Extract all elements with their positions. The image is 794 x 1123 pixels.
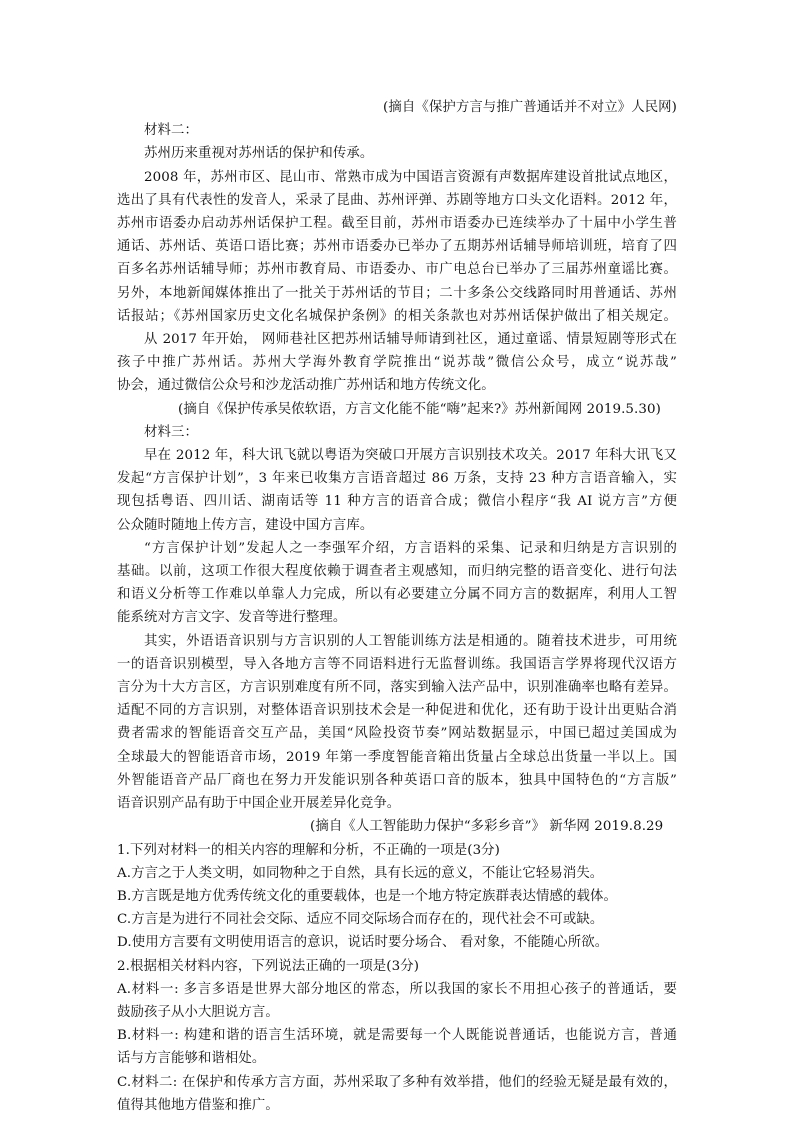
material-3-line: 其实，外语语音识别与方言识别的人工智能训练方法是相通的。随着技术进步，可用统 <box>144 633 677 649</box>
material-2-line: 苏州历来重视对苏州话的保护和传承。 <box>144 146 374 162</box>
material-3-line: 基础。以前，这项工作很大程度依赖于调查者主观感知，而归纳完整的语音变化、进行句法 <box>117 564 677 580</box>
question-2-option-c-cont: 值得其他地方借鉴和推广。 <box>117 1097 279 1113</box>
material-3-line: 发起“方言保护计划”，3 年来已收集方言语音超过 86 万条，支持 23 种方言语音输入，实 <box>117 471 677 487</box>
question-2-option-c: C.材料二: 在保护和传承方言方面，苏州采取了多种有效举措，他们的经验无疑是最有效的， <box>117 1074 677 1090</box>
question-1-option-a: A.方言之于人类文明，如同物种之于自然，具有长远的意义，不能让它轻易消失。 <box>117 865 604 881</box>
question-2-option-a: A.材料一: 多言多语是世界大部分地区的常态，所以我国的家长不用担心孩子的普通话，要 <box>117 981 677 997</box>
material-2-line: 苏州市语委办启动苏州话保护工程。截至目前，苏州市语委办已连续举办了十届中小学生普 <box>117 216 677 232</box>
material-3-line: 费者需求的智能语音交互产品，美国“风险投资节奏”网站数据显示，中国已超过美国成为 <box>117 726 677 742</box>
material-3-line: 言分为十大方言区，方言识别难度有所不同，落实到输入法产品中，识别准确率也略有差异。 <box>117 680 677 696</box>
material-2-line: 从 2017 年开始， 网师巷社区把苏州话辅导师请到社区，通过童谣、情景短剧等形式在 <box>144 332 677 348</box>
material-2-line: 百多名苏州话辅导师；苏州市教育局、市语委办、市广电总台已举办了三届苏州童谣比赛。 <box>117 262 677 278</box>
material-2-line: 选出了具有代表性的发音人，采录了昆曲、苏州评弹、苏剧等地方口头文化语料。2012 年， <box>117 192 677 208</box>
material-2-line: 话报站；《苏州国家历史文化名城保护条例》的相关条款也对苏州话保护做出了相关规定。 <box>117 308 677 324</box>
material-3-line: 现包括粤语、四川话、湖南话等 11 种方言的语音合成；微信小程序“我 AI 说方言”方便 <box>117 494 677 510</box>
material-3-line: “方言保护计划”发起人之一李强军介绍，方言语料的采集、记录和归纳是方言识别的 <box>144 540 677 556</box>
material-3-line: 能系统对方言文字、发音等进行整理。 <box>117 610 347 626</box>
exam-page <box>117 96 677 1117</box>
material-2-heading: 材料二： <box>144 123 198 139</box>
source-citation-1: (摘自《保护方言与推广普通话并不对立》人民网) <box>383 100 677 115</box>
material-2-line: 2008 年，苏州市区、昆山市、常熟市成为中国语言资源有声数据库建设首批试点地区， <box>144 169 677 185</box>
question-2-option-b-cont: 话与方言能够和谐相处。 <box>117 1051 266 1067</box>
material-3-line: 和语义分析等工作难以单靠人力完成，所以有必要建立分属不同方言的数据库，利用人工智 <box>117 587 677 603</box>
material-3-line: 一的语音识别模型，导入各地方言等不同语料进行无监督训练。我国语言学界将现代汉语方 <box>117 656 677 672</box>
material-3-line: 公众随时随地上传方言，建设中国方言库。 <box>117 517 374 533</box>
question-1-stem: 1.下列对材料一的相关内容的理解和分析，不正确的一项是(3分) <box>117 842 500 858</box>
question-2-option-a-cont: 鼓励孩子从小大胆说方言。 <box>117 1004 279 1020</box>
material-2-line: 通话、苏州话、英语口语比赛；苏州市语委办已举办了五期苏州话辅导师培训班，培育了四 <box>117 239 677 255</box>
material-3-line: 适配不同的方言识别，对整体语音识别技术会是一种促进和优化，还有助于设计出更贴合消 <box>117 703 677 719</box>
material-3-line: 外智能语音产品厂商也在努力开发能识别各种英语口音的版本，独具中国特色的“方言版” <box>117 772 677 788</box>
question-2-stem: 2.根据相关材料内容，下列说法正确的一项是(3分) <box>117 958 420 974</box>
material-3-heading: 材料三： <box>144 424 198 440</box>
material-3-line: 语音识别产品有助于中国企业开展差异化竞争。 <box>117 796 401 812</box>
material-2-line: 孩子中推广苏州话。苏州大学海外教育学院推出“说苏哉”微信公众号，成立“说苏哉” <box>117 355 677 371</box>
question-2-option-b: B.材料一: 构建和谐的语言生活环境，就是需要每一个人既能说普通话，也能说方言，普通 <box>117 1028 677 1044</box>
question-1-option-d: D.使用方言要有文明使用语言的意识，说话时要分场合、 看对象，不能随心所欲。 <box>117 935 609 951</box>
material-2-line: 协会，通过微信公众号和沙龙活动推广苏州话和地方传统文化。 <box>117 378 495 394</box>
question-1-option-c: C.方言是为进行不同社会交际、适应不同交际场合而存在的，现代社会不可或缺。 <box>117 912 604 928</box>
material-3-line: 早在 2012 年，科大讯飞就以粤语为突破口开展方言识别技术攻关。2017 年科大讯飞又 <box>144 448 677 464</box>
source-citation-3: (摘自《人工智能助力保护“多彩乡音”》 新华网 2019.8.29 <box>310 819 664 835</box>
question-1-option-b: B.方言既是地方优秀传统文化的重要载体，也是一个地方特定族群表达情感的载体。 <box>117 888 617 904</box>
material-2-line: 另外，本地新闻媒体推出了一批关于苏州话的节目；二十多条公交线路同时用普通话、苏州 <box>117 285 677 301</box>
source-citation-2: (摘自《保护传承吴侬软语，方言文化能不能“嗨”起来?》苏州新闻网 2019.5.30) <box>178 401 661 417</box>
material-3-line: 全球最大的智能语音市场，2019 年第一季度智能音箱出货量占全球总出货量一半以上。国 <box>117 749 677 765</box>
